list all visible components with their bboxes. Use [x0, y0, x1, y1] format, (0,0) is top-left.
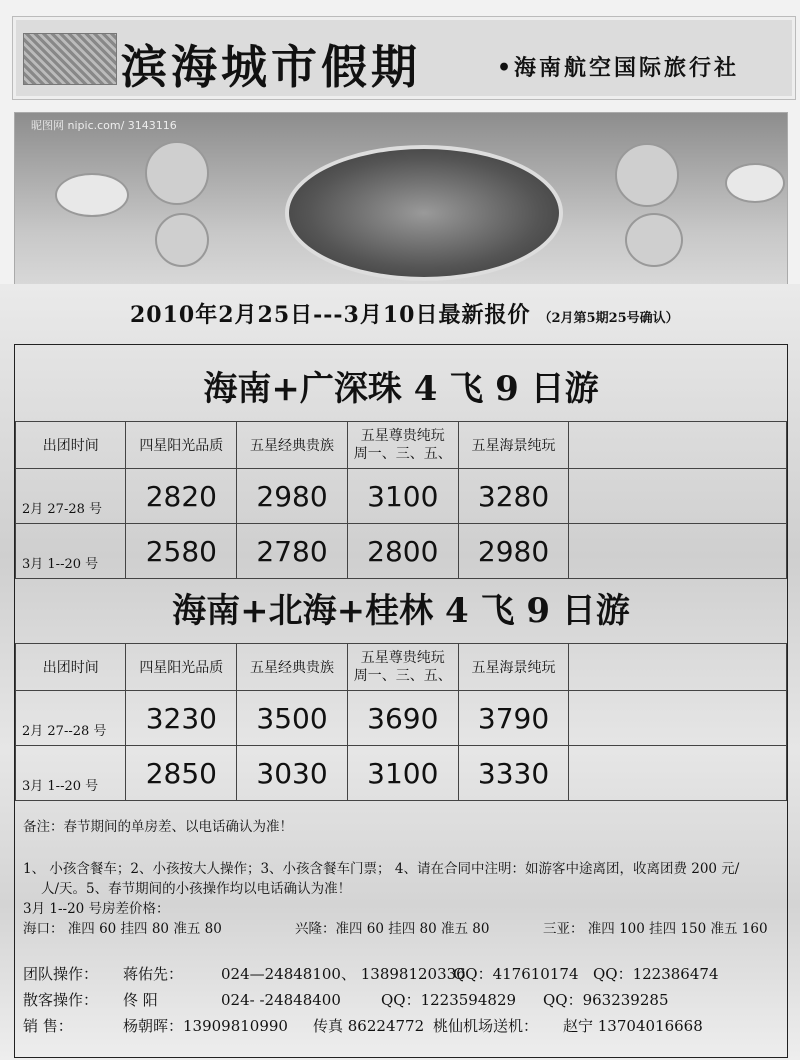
table-header-row — [16, 422, 787, 469]
contact-name: 蒋佑先： — [123, 965, 184, 983]
price-cell: 3280 — [458, 469, 569, 524]
table-row — [16, 469, 787, 524]
contact-row-team — [23, 961, 783, 987]
price-cell: 2580 — [126, 524, 237, 579]
company-logo — [23, 33, 117, 85]
cartoon-child-left — [145, 141, 209, 205]
price-cell: 3690 — [347, 691, 458, 746]
col-five-star-classic: 五星经典贵族 — [237, 644, 348, 691]
cloud-ornament-left — [55, 173, 129, 217]
contact-name: 佟 阳 — [123, 991, 158, 1009]
table-row — [16, 691, 787, 746]
contacts-section — [23, 961, 783, 1039]
contact-role: 散客操作： — [23, 991, 99, 1009]
empty-cell — [569, 469, 787, 524]
table-header-row — [16, 644, 787, 691]
empty-cell — [569, 422, 787, 469]
table-row — [16, 524, 787, 579]
cartoon-child-right — [615, 143, 679, 207]
contact-role: 销 售： — [23, 1017, 73, 1035]
row-date: 2月 27-28 号 — [16, 469, 126, 524]
contact-row-sales — [23, 1013, 783, 1039]
col-five-star-premium: 五星尊贵纯玩 周一、三、五、 — [347, 644, 458, 691]
brand-title: 滨海城市假期 — [121, 40, 421, 94]
contact-qq: QQ：963239285 — [543, 991, 669, 1009]
price-date-range — [130, 298, 679, 329]
room-diff-haikou: 海口： 准四 60 挂四 80 准五 80 — [23, 921, 222, 937]
tiger-medallion — [285, 145, 563, 281]
festival-banner-image — [14, 112, 788, 286]
col-five-star-classic: 五星经典贵族 — [237, 422, 348, 469]
price-cell: 3500 — [237, 691, 348, 746]
room-diff-sanya: 三亚： 准四 100 挂四 150 准五 160 — [543, 921, 768, 937]
col-four-star: 四星阳光品质 — [126, 644, 237, 691]
rules-text-line1: 1、 小孩含餐车；2、小孩按大人操作；3、小孩含餐车门票； 4、请在合同中注明：如游客中途离团，收离团费 200 元/ — [23, 861, 740, 877]
contact-qq: QQ：122386474 — [593, 965, 719, 983]
price-cell: 3330 — [458, 746, 569, 801]
tour1-title: 海南+广深珠 4 飞 9 日游 — [203, 369, 599, 409]
cartoon-child-bottom-right — [625, 213, 683, 267]
cartoon-child-bottom-left — [155, 213, 209, 267]
header-bar — [12, 16, 796, 100]
contact-qq: QQ：417610174 — [453, 965, 579, 983]
rules-text-line2: 人/天。5、春节期间的小孩操作均以电话确认为准！ — [41, 881, 352, 897]
table-row — [16, 746, 787, 801]
price-cell: 3100 — [347, 746, 458, 801]
price-cell: 3790 — [458, 691, 569, 746]
room-diff-title: 3月 1--20 号房差价格： — [23, 901, 170, 917]
remark-text: 备注：春节期间的单房差、以电话确认为准！ — [23, 819, 293, 835]
notes-section — [23, 817, 783, 939]
contact-phone: 024—24848100、 13898120336 — [221, 965, 466, 983]
price-cell: 2980 — [458, 524, 569, 579]
room-diff-xinglong: 兴隆：准四 60 挂四 80 准五 80 — [295, 921, 490, 937]
price-cell: 3100 — [347, 469, 458, 524]
contact-qq: QQ：1223594829 — [381, 991, 517, 1009]
date-range-text: 2010年2月25日---3月10日最新报价 — [130, 302, 531, 328]
tour2-price-table — [15, 643, 787, 801]
confirmation-note: （2月第5期25号确认） — [538, 311, 679, 326]
contact-row-individual — [23, 987, 783, 1013]
price-cell: 2850 — [126, 746, 237, 801]
empty-cell — [569, 746, 787, 801]
price-board — [14, 344, 788, 1058]
price-cell: 2820 — [126, 469, 237, 524]
tour1-price-table — [15, 421, 787, 579]
col-five-star-premium: 五星尊贵纯玩 周一、三、五、 — [347, 422, 458, 469]
price-cell: 2800 — [347, 524, 458, 579]
empty-cell — [569, 644, 787, 691]
col-departure: 出团时间 — [16, 644, 126, 691]
contact-role: 团队操作： — [23, 965, 99, 983]
col-five-star-seaview: 五星海景纯玩 — [458, 644, 569, 691]
room-diff-prices — [23, 919, 783, 939]
price-cell: 3230 — [126, 691, 237, 746]
contact-name: 杨朝晖：13909810990 — [123, 1017, 288, 1035]
price-cell: 2980 — [237, 469, 348, 524]
row-date: 2月 27--28 号 — [16, 691, 126, 746]
banner-watermark: 昵图网 nipic.com/ 3143116 — [31, 119, 177, 132]
contact-airport: 桃仙机场送机： — [433, 1017, 539, 1035]
row-date: 3月 1--20 号 — [16, 524, 126, 579]
price-cell: 3030 — [237, 746, 348, 801]
col-departure: 出团时间 — [16, 422, 126, 469]
cloud-ornament-right — [725, 163, 785, 203]
row-date: 3月 1--20 号 — [16, 746, 126, 801]
tour2-title: 海南+北海+桂林 4 飞 9 日游 — [172, 591, 630, 631]
agency-name: •海南航空国际旅行社 — [497, 55, 740, 81]
empty-cell — [569, 691, 787, 746]
contact-phone: 024- -24848400 — [221, 991, 341, 1009]
col-four-star: 四星阳光品质 — [126, 422, 237, 469]
empty-cell — [569, 524, 787, 579]
contact-airport-person: 赵宁 13704016668 — [563, 1017, 703, 1035]
price-cell: 2780 — [237, 524, 348, 579]
contact-fax: 传真 86224772 — [313, 1017, 425, 1035]
col-five-star-seaview: 五星海景纯玩 — [458, 422, 569, 469]
